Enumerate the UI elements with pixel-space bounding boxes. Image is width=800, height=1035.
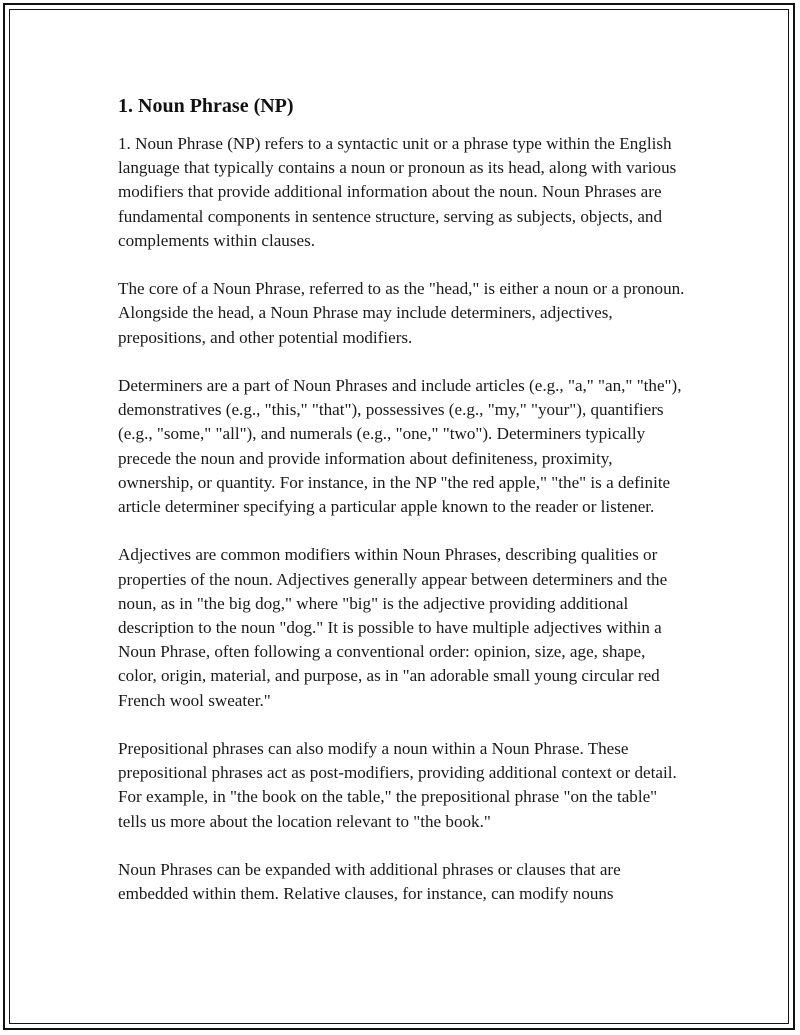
paragraph-determiners: Determiners are a part of Noun Phrases and include articles (e.g., "a," "an," "the"), demonstratives (e.g., "this," "that"), possessives (e.g., "my," "your"), quantifiers (e.g., "some," "all"), and numerals (e.g., "one," "two"). Determiners typically precede the noun and provide information about definiteness, proximity, ownership, or quantity. For instance, in the NP "the red apple," "the" is a definite article determiner specifying a particular apple known to the reader or listener. — [118, 376, 682, 517]
paragraph-definition: 1. Noun Phrase (NP) refers to a syntactic unit or a phrase type within the English language that typically contains a noun or pronoun as its head, along with various modifiers that provide additional information about the noun. Noun Phrases are fundamental components in sentence structure, serving as subjects, objects, and complements within clauses. — [118, 134, 677, 250]
section-heading: 1. Noun Phrase (NP) — [118, 95, 294, 117]
paragraph-adjectives: Adjectives are common modifiers within Noun Phrases, describing qualities or properties of the noun. Adjectives generally appear between determiners and the noun, as in "the big dog," where "big" is the adjective providing additional description to the noun "dog." It is possible to have multiple adjectives within a Noun Phrase, often following a conventional order: opinion, size, age, shape, color, origin, material, and purpose, as in "an adorable small young circular red French wool sweater." — [118, 545, 668, 710]
paragraph-prepositional-phrases: Prepositional phrases can also modify a noun within a Noun Phrase. These prepositional phrases act as post-modifiers, providing additional context or detail. For example, in "the book on the table," the prepositional phrase "on the table" tells us more about the location relevant to "the book." — [118, 739, 677, 831]
paragraph-head: The core of a Noun Phrase, referred to as the "head," is either a noun or a pronoun. Alongside the head, a Noun Phrase may include determiners, adjectives, prepositions, and other potential modifiers. — [118, 279, 685, 347]
document-body — [118, 93, 688, 931]
paragraph-expansion: Noun Phrases can be expanded with additional phrases or clauses that are embedded within them. Relative clauses, for instance, can modify nouns — [118, 860, 621, 904]
